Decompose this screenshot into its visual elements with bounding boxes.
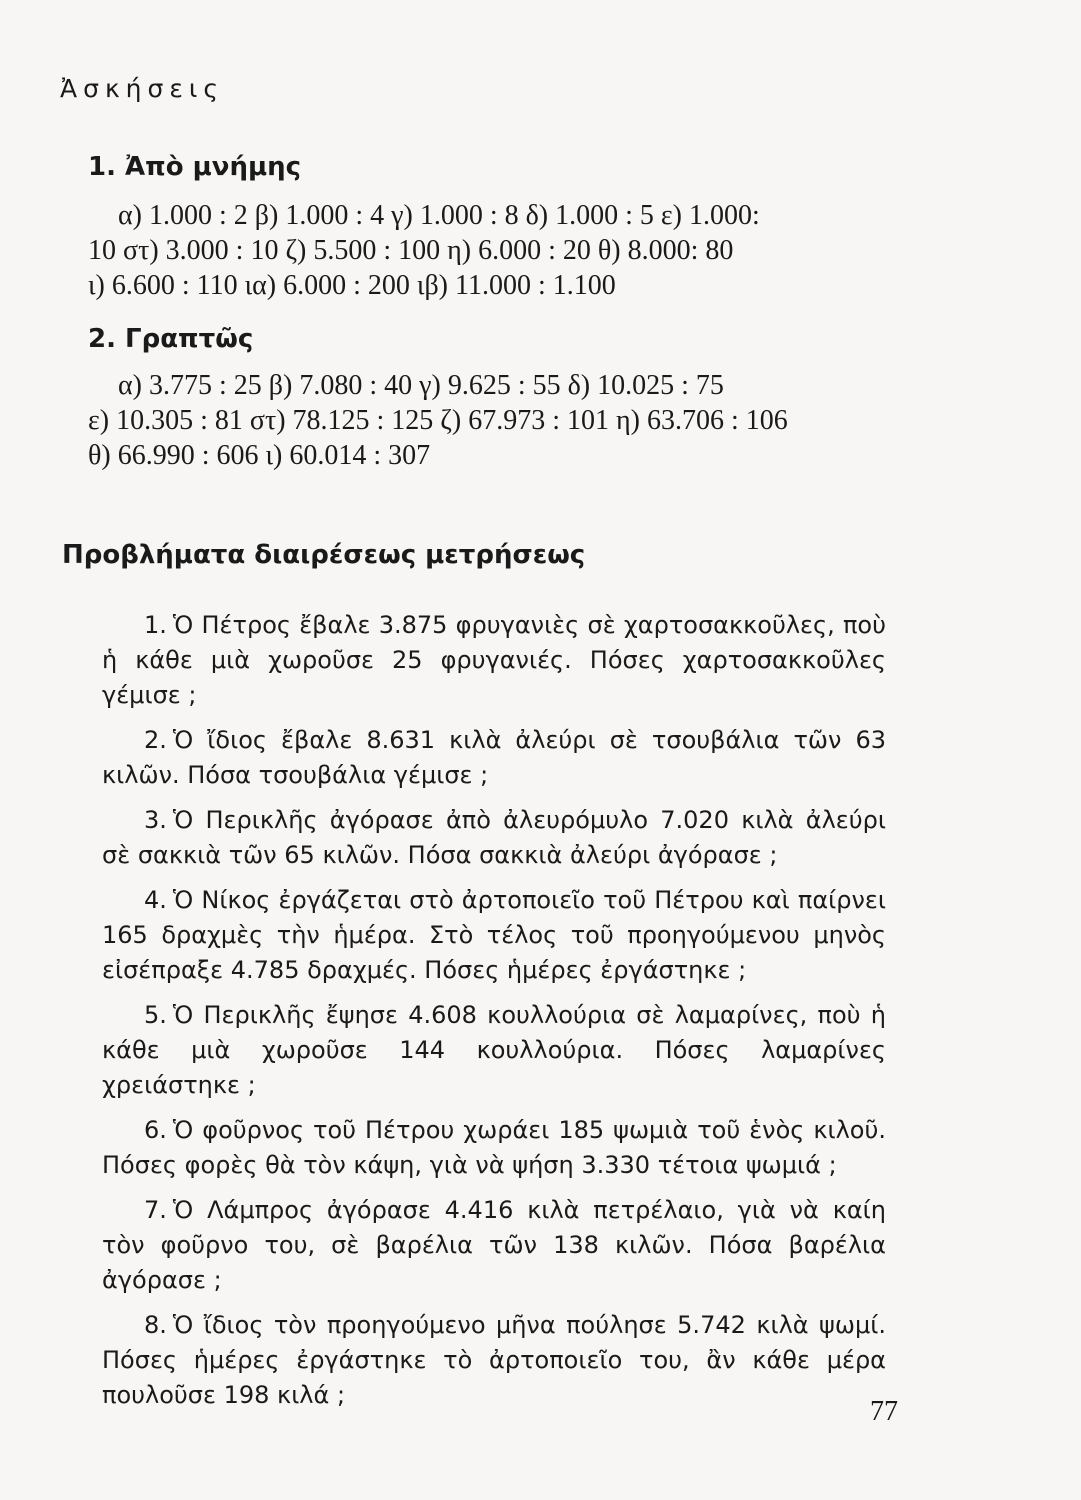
- problem-text: Ὁ Περικλῆς ἔψησε 4.608 κουλλούρια σὲ λαμαρίνες, ποὺ ἡ κάθε μιὰ χωροῦσε 144 κουλλούρια. Πόσες λαμαρίνες χρειάστηκε ;: [102, 1001, 886, 1099]
- problem-item: [102, 998, 886, 1103]
- problem-number: 5.: [144, 1001, 167, 1029]
- problem-text: Ὁ Πέτρος ἔβαλε 3.875 φρυγανιὲς σὲ χαρτοσακκοῦλες, ποὺ ἡ κάθε μιὰ χωροῦσε 25 φρυγανιές. Πόσες χαρτοσακκοῦλες γέμισε ;: [102, 611, 886, 709]
- exercise-line: 10 στ) 3.000 : 10 ζ) 5.500 : 100 η) 6.000 : 20 θ) 8.000: 80: [88, 235, 734, 266]
- problem-text: Ὁ Νίκος ἐργάζεται στὸ ἀρτοποιεῖο τοῦ Πέτρου καὶ παίρνει 165 δραχμὲς τὴν ἡμέρα. Στὸ τέλος τοῦ προηγούμενου μηνὸς εἰσέπραξε 4.785 δραχμές. Πόσες ἡμέρες ἐργάστηκε ;: [102, 886, 886, 984]
- problem-number: 4.: [144, 886, 167, 914]
- problem-text: Ὁ Λάμπρος ἀγόρασε 4.416 κιλὰ πετρέλαιο, γιὰ νὰ καίη τὸν φοῦρνο του, σὲ βαρέλια τῶν 138 κιλῶν. Πόσα βαρέλια ἀγόρασε ;: [102, 1196, 886, 1294]
- problem-item: [102, 608, 886, 713]
- problem-text: Ὁ ἴδιος ἔβαλε 8.631 κιλὰ ἀλεύρι σὲ τσουβάλια τῶν 63 κιλῶν. Πόσα τσουβάλια γέμισε ;: [102, 726, 886, 789]
- problem-text: Ὁ φοῦρνος τοῦ Πέτρου χωράει 185 ψωμιὰ τοῦ ἑνὸς κιλοῦ. Πόσες φορὲς θὰ τὸν κάψη, γιὰ νὰ ψήση 3.330 τέτοια ψωμιά ;: [102, 1116, 886, 1179]
- problem-text: Ὁ Περικλῆς ἀγόρασε ἀπὸ ἀλευρόμυλο 7.020 κιλὰ ἀλεύρι σὲ σακκιὰ τῶν 65 κιλῶν. Πόσα σακκιὰ ἀλεύρι ἀγόρασε ;: [102, 806, 886, 869]
- section-from-memory-title: 1. Ἀπὸ μνήμης: [88, 152, 302, 182]
- problems-list: [102, 608, 886, 1423]
- problem-number: 6.: [144, 1116, 167, 1144]
- problem-item: [102, 1193, 886, 1298]
- section-written-title: 2. Γραπτῶς: [88, 324, 254, 354]
- problem-number: 3.: [144, 806, 167, 834]
- problem-number: 1.: [144, 611, 167, 639]
- exercise-line: ι) 6.600 : 110 ια) 6.000 : 200 ιβ) 11.000 : 1.100: [88, 270, 616, 301]
- problem-item: [102, 1113, 886, 1183]
- problem-text: Ὁ ἴδιος τὸν προηγούμενο μῆνα πούλησε 5.742 κιλὰ ψωμί. Πόσες ἡμέρες ἐργάστηκε τὸ ἀρτοποιεῖο του, ἂν κάθε μέρα πουλοῦσε 198 κιλά ;: [102, 1311, 886, 1409]
- problem-number: 7.: [144, 1196, 167, 1224]
- exercise-line: ε) 10.305 : 81 στ) 78.125 : 125 ζ) 67.973 : 101 η) 63.706 : 106: [88, 405, 788, 436]
- written-exercises: [88, 368, 878, 473]
- problem-number: 8.: [144, 1311, 167, 1339]
- problem-item: [102, 723, 886, 793]
- problem-item: [102, 1308, 886, 1413]
- exercise-line: θ) 66.990 : 606 ι) 60.014 : 307: [88, 440, 431, 471]
- page-number: 77: [870, 1396, 898, 1427]
- exercise-line: α) 3.775 : 25 β) 7.080 : 40 γ) 9.625 : 55 δ) 10.025 : 75: [118, 370, 724, 401]
- problems-title: Προβλήματα διαιρέσεως μετρήσεως: [62, 540, 586, 570]
- problem-number: 2.: [144, 726, 167, 754]
- exercise-line: α) 1.000 : 2 β) 1.000 : 4 γ) 1.000 : 8 δ) 1.000 : 5 ε) 1.000:: [118, 200, 760, 231]
- problem-item: [102, 883, 886, 988]
- from-memory-exercises: [88, 198, 878, 303]
- exercises-heading: Ἀσκήσεις: [60, 74, 225, 103]
- problem-item: [102, 803, 886, 873]
